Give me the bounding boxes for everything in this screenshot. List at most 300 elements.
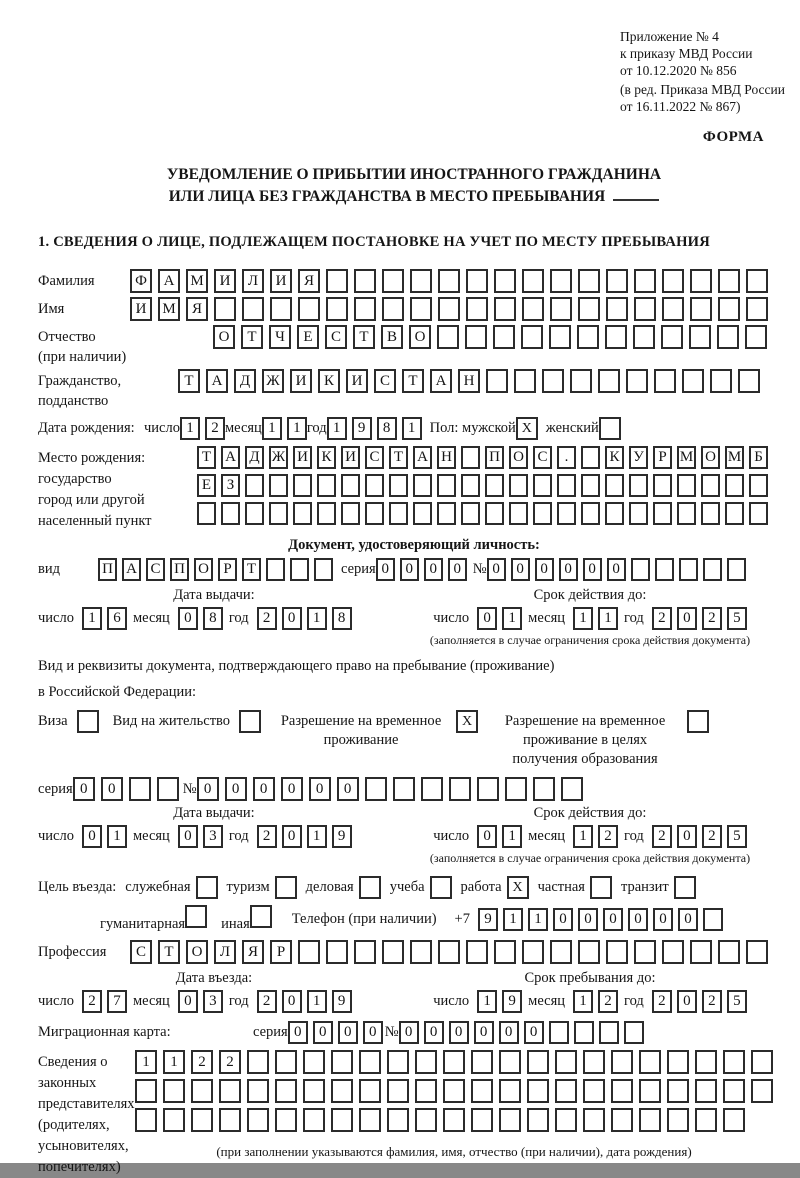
char-box[interactable]	[667, 1108, 689, 1132]
char-box[interactable]: 2	[257, 990, 277, 1013]
char-box[interactable]	[509, 502, 528, 525]
char-box[interactable]	[611, 1108, 633, 1132]
char-box[interactable]: 0	[363, 1021, 383, 1044]
char-box[interactable]: 0	[101, 777, 123, 801]
char-box[interactable]	[415, 1050, 437, 1074]
char-box[interactable]: 1	[528, 908, 548, 931]
char-box[interactable]	[359, 1079, 381, 1103]
char-box[interactable]	[606, 297, 628, 321]
purpose-humanitarian-checkbox[interactable]	[185, 905, 207, 928]
char-box[interactable]: И	[341, 446, 360, 469]
char-box[interactable]	[549, 1021, 569, 1044]
char-box[interactable]: 2	[82, 990, 102, 1013]
sex-male-checkbox[interactable]: X	[516, 417, 538, 440]
char-box[interactable]: У	[629, 446, 648, 469]
char-box[interactable]	[275, 1079, 297, 1103]
char-box[interactable]: 2	[257, 825, 277, 848]
char-box[interactable]: И	[130, 297, 152, 321]
char-box[interactable]	[682, 369, 704, 393]
char-box[interactable]: Б	[749, 446, 768, 469]
char-box[interactable]: Д	[234, 369, 256, 393]
char-box[interactable]	[331, 1050, 353, 1074]
purpose-business-checkbox[interactable]	[196, 876, 218, 899]
char-box[interactable]	[382, 269, 404, 293]
char-box[interactable]: Т	[158, 940, 180, 964]
char-box[interactable]: Н	[437, 446, 456, 469]
char-box[interactable]: 0	[487, 558, 506, 581]
char-box[interactable]: 1	[502, 825, 522, 848]
char-box[interactable]	[493, 325, 515, 349]
char-box[interactable]: И	[214, 269, 236, 293]
char-box[interactable]: К	[317, 446, 336, 469]
char-box[interactable]	[634, 269, 656, 293]
char-box[interactable]	[247, 1079, 269, 1103]
char-box[interactable]	[718, 269, 740, 293]
char-box[interactable]	[443, 1050, 465, 1074]
char-box[interactable]: М	[725, 446, 744, 469]
char-box[interactable]	[365, 474, 384, 497]
char-box[interactable]	[555, 1050, 577, 1074]
char-box[interactable]	[293, 474, 312, 497]
char-box[interactable]: 0	[309, 777, 331, 801]
char-box[interactable]	[611, 1050, 633, 1074]
char-box[interactable]: О	[186, 940, 208, 964]
char-box[interactable]	[303, 1079, 325, 1103]
char-box[interactable]: 0	[282, 990, 302, 1013]
char-box[interactable]: 0	[424, 1021, 444, 1044]
char-box[interactable]: Д	[245, 446, 264, 469]
char-box[interactable]	[578, 269, 600, 293]
char-box[interactable]	[661, 325, 683, 349]
char-box[interactable]	[354, 269, 376, 293]
char-box[interactable]	[749, 502, 768, 525]
char-box[interactable]	[415, 1108, 437, 1132]
char-box[interactable]	[527, 1108, 549, 1132]
char-box[interactable]: 0	[282, 825, 302, 848]
char-box[interactable]	[382, 297, 404, 321]
char-box[interactable]	[639, 1050, 661, 1074]
char-box[interactable]	[583, 1050, 605, 1074]
char-box[interactable]: Л	[242, 269, 264, 293]
char-box[interactable]	[599, 1021, 619, 1044]
char-box[interactable]	[561, 777, 583, 801]
char-box[interactable]	[629, 474, 648, 497]
char-box[interactable]: 0	[288, 1021, 308, 1044]
char-box[interactable]: 0	[197, 777, 219, 801]
char-box[interactable]	[331, 1108, 353, 1132]
char-box[interactable]	[505, 777, 527, 801]
char-box[interactable]	[421, 777, 443, 801]
char-box[interactable]: 2	[652, 990, 672, 1013]
char-box[interactable]: С	[533, 446, 552, 469]
char-box[interactable]	[269, 502, 288, 525]
char-box[interactable]	[275, 1108, 297, 1132]
char-box[interactable]	[654, 369, 676, 393]
char-box[interactable]: Ж	[262, 369, 284, 393]
char-box[interactable]	[605, 502, 624, 525]
purpose-other-checkbox[interactable]	[250, 905, 272, 928]
char-box[interactable]	[471, 1050, 493, 1074]
char-box[interactable]	[219, 1108, 241, 1132]
char-box[interactable]	[679, 558, 698, 581]
char-box[interactable]	[557, 474, 576, 497]
char-box[interactable]: .	[557, 446, 576, 469]
char-box[interactable]	[365, 502, 384, 525]
char-box[interactable]: 9	[352, 417, 372, 440]
char-box[interactable]: О	[409, 325, 431, 349]
char-box[interactable]	[461, 446, 480, 469]
char-box[interactable]: 8	[203, 607, 223, 630]
char-box[interactable]: Т	[178, 369, 200, 393]
char-box[interactable]: 0	[678, 908, 698, 931]
char-box[interactable]: Л	[214, 940, 236, 964]
char-box[interactable]	[471, 1079, 493, 1103]
char-box[interactable]: О	[701, 446, 720, 469]
char-box[interactable]	[485, 474, 504, 497]
char-box[interactable]: И	[290, 369, 312, 393]
char-box[interactable]: С	[325, 325, 347, 349]
char-box[interactable]: 0	[477, 607, 497, 630]
char-box[interactable]	[461, 474, 480, 497]
char-box[interactable]	[331, 1079, 353, 1103]
char-box[interactable]: О	[213, 325, 235, 349]
char-box[interactable]	[701, 502, 720, 525]
char-box[interactable]	[689, 325, 711, 349]
char-box[interactable]	[387, 1079, 409, 1103]
char-box[interactable]	[662, 269, 684, 293]
char-box[interactable]: 2	[702, 607, 722, 630]
char-box[interactable]	[382, 940, 404, 964]
char-box[interactable]	[550, 297, 572, 321]
char-box[interactable]	[725, 474, 744, 497]
char-box[interactable]	[717, 325, 739, 349]
char-box[interactable]: 9	[502, 990, 522, 1013]
char-box[interactable]	[578, 297, 600, 321]
purpose-private-checkbox[interactable]	[590, 876, 612, 899]
char-box[interactable]: 0	[253, 777, 275, 801]
char-box[interactable]	[574, 1021, 594, 1044]
char-box[interactable]	[634, 297, 656, 321]
char-box[interactable]	[437, 502, 456, 525]
char-box[interactable]	[695, 1050, 717, 1074]
char-box[interactable]	[438, 269, 460, 293]
char-box[interactable]	[157, 777, 179, 801]
char-box[interactable]	[247, 1108, 269, 1132]
char-box[interactable]	[413, 502, 432, 525]
char-box[interactable]: 1	[573, 607, 593, 630]
char-box[interactable]	[690, 297, 712, 321]
char-box[interactable]: 5	[727, 607, 747, 630]
char-box[interactable]	[326, 269, 348, 293]
char-box[interactable]: А	[122, 558, 141, 581]
char-box[interactable]: Т	[241, 325, 263, 349]
char-box[interactable]: Ч	[269, 325, 291, 349]
char-box[interactable]	[677, 474, 696, 497]
char-box[interactable]	[443, 1108, 465, 1132]
char-box[interactable]: Е	[297, 325, 319, 349]
char-box[interactable]	[570, 369, 592, 393]
char-box[interactable]	[550, 940, 572, 964]
char-box[interactable]	[624, 1021, 644, 1044]
char-box[interactable]	[242, 297, 264, 321]
char-box[interactable]	[581, 502, 600, 525]
char-box[interactable]	[389, 502, 408, 525]
char-box[interactable]	[653, 502, 672, 525]
char-box[interactable]: 0	[477, 825, 497, 848]
char-box[interactable]	[606, 940, 628, 964]
char-box[interactable]	[135, 1108, 157, 1132]
char-box[interactable]: Р	[270, 940, 292, 964]
char-box[interactable]: 0	[499, 1021, 519, 1044]
char-box[interactable]	[662, 940, 684, 964]
char-box[interactable]	[611, 1079, 633, 1103]
char-box[interactable]	[598, 369, 620, 393]
purpose-study-checkbox[interactable]	[430, 876, 452, 899]
char-box[interactable]	[662, 297, 684, 321]
char-box[interactable]	[634, 940, 656, 964]
char-box[interactable]	[466, 269, 488, 293]
char-box[interactable]	[703, 558, 722, 581]
char-box[interactable]: Т	[389, 446, 408, 469]
char-box[interactable]	[499, 1050, 521, 1074]
char-box[interactable]: 1	[135, 1050, 157, 1074]
char-box[interactable]: 0	[225, 777, 247, 801]
char-box[interactable]: 2	[205, 417, 225, 440]
char-box[interactable]: С	[374, 369, 396, 393]
char-box[interactable]: 0	[178, 825, 198, 848]
char-box[interactable]	[555, 1108, 577, 1132]
char-box[interactable]	[738, 369, 760, 393]
char-box[interactable]: 8	[332, 607, 352, 630]
char-box[interactable]	[718, 297, 740, 321]
char-box[interactable]	[583, 1079, 605, 1103]
char-box[interactable]: 1	[287, 417, 307, 440]
char-box[interactable]	[522, 269, 544, 293]
char-box[interactable]: Е	[197, 474, 216, 497]
char-box[interactable]	[410, 269, 432, 293]
char-box[interactable]	[245, 474, 264, 497]
char-box[interactable]	[387, 1108, 409, 1132]
sex-female-checkbox[interactable]	[599, 417, 621, 440]
char-box[interactable]	[221, 502, 240, 525]
char-box[interactable]: 1	[262, 417, 282, 440]
char-box[interactable]: И	[270, 269, 292, 293]
char-box[interactable]	[581, 446, 600, 469]
char-box[interactable]	[449, 777, 471, 801]
char-box[interactable]	[703, 908, 723, 931]
char-box[interactable]	[550, 269, 572, 293]
char-box[interactable]	[606, 269, 628, 293]
char-box[interactable]	[677, 502, 696, 525]
char-box[interactable]: 0	[400, 558, 419, 581]
char-box[interactable]	[437, 474, 456, 497]
char-box[interactable]	[247, 1050, 269, 1074]
char-box[interactable]	[129, 777, 151, 801]
char-box[interactable]	[631, 558, 650, 581]
char-box[interactable]: 0	[535, 558, 554, 581]
char-box[interactable]	[655, 558, 674, 581]
char-box[interactable]	[723, 1050, 745, 1074]
char-box[interactable]: Т	[402, 369, 424, 393]
char-box[interactable]	[275, 1050, 297, 1074]
char-box[interactable]: 9	[332, 825, 352, 848]
purpose-tourism-checkbox[interactable]	[275, 876, 297, 899]
char-box[interactable]	[527, 1079, 549, 1103]
char-box[interactable]	[410, 940, 432, 964]
char-box[interactable]	[723, 1079, 745, 1103]
char-box[interactable]	[605, 325, 627, 349]
char-box[interactable]	[542, 369, 564, 393]
char-box[interactable]: С	[146, 558, 165, 581]
char-box[interactable]	[214, 297, 236, 321]
char-box[interactable]: 0	[524, 1021, 544, 1044]
char-box[interactable]: 1	[503, 908, 523, 931]
char-box[interactable]	[359, 1050, 381, 1074]
char-box[interactable]	[494, 297, 516, 321]
char-box[interactable]: 1	[477, 990, 497, 1013]
char-box[interactable]: 0	[553, 908, 573, 931]
char-box[interactable]: 0	[424, 558, 443, 581]
char-box[interactable]: 0	[376, 558, 395, 581]
char-box[interactable]	[293, 502, 312, 525]
char-box[interactable]	[639, 1108, 661, 1132]
char-box[interactable]: 2	[598, 990, 618, 1013]
char-box[interactable]: О	[509, 446, 528, 469]
char-box[interactable]: 2	[191, 1050, 213, 1074]
char-box[interactable]	[486, 369, 508, 393]
char-box[interactable]: А	[158, 269, 180, 293]
char-box[interactable]	[437, 325, 459, 349]
char-box[interactable]: 1	[598, 607, 618, 630]
char-box[interactable]	[387, 1050, 409, 1074]
char-box[interactable]	[219, 1079, 241, 1103]
char-box[interactable]	[326, 940, 348, 964]
char-box[interactable]: В	[381, 325, 403, 349]
char-box[interactable]	[341, 502, 360, 525]
char-box[interactable]	[626, 369, 648, 393]
char-box[interactable]: 0	[313, 1021, 333, 1044]
char-box[interactable]: 1	[573, 990, 593, 1013]
char-box[interactable]: А	[221, 446, 240, 469]
char-box[interactable]	[494, 269, 516, 293]
char-box[interactable]	[629, 502, 648, 525]
char-box[interactable]	[438, 940, 460, 964]
char-box[interactable]: 0	[607, 558, 626, 581]
char-box[interactable]	[317, 474, 336, 497]
char-box[interactable]: Я	[298, 269, 320, 293]
char-box[interactable]: 1	[307, 825, 327, 848]
char-box[interactable]: И	[293, 446, 312, 469]
char-box[interactable]	[354, 297, 376, 321]
char-box[interactable]	[723, 1108, 745, 1132]
char-box[interactable]: 0	[603, 908, 623, 931]
char-box[interactable]	[314, 558, 333, 581]
char-box[interactable]	[197, 502, 216, 525]
char-box[interactable]	[533, 502, 552, 525]
visa-checkbox[interactable]	[77, 710, 99, 733]
char-box[interactable]	[163, 1108, 185, 1132]
char-box[interactable]	[555, 1079, 577, 1103]
purpose-commercial-checkbox[interactable]	[359, 876, 381, 899]
char-box[interactable]	[466, 940, 488, 964]
char-box[interactable]	[583, 1108, 605, 1132]
char-box[interactable]: 2	[598, 825, 618, 848]
char-box[interactable]: 6	[107, 607, 127, 630]
char-box[interactable]	[303, 1108, 325, 1132]
char-box[interactable]: 1	[107, 825, 127, 848]
char-box[interactable]	[465, 325, 487, 349]
char-box[interactable]: 9	[332, 990, 352, 1013]
char-box[interactable]: 2	[219, 1050, 241, 1074]
char-box[interactable]: 1	[82, 607, 102, 630]
char-box[interactable]	[303, 1050, 325, 1074]
char-box[interactable]	[749, 474, 768, 497]
char-box[interactable]: А	[430, 369, 452, 393]
char-box[interactable]: Т	[353, 325, 375, 349]
char-box[interactable]	[533, 777, 555, 801]
char-box[interactable]	[527, 1050, 549, 1074]
char-box[interactable]	[354, 940, 376, 964]
char-box[interactable]	[365, 777, 387, 801]
char-box[interactable]: 2	[257, 607, 277, 630]
char-box[interactable]	[191, 1108, 213, 1132]
char-box[interactable]	[415, 1079, 437, 1103]
char-box[interactable]: И	[346, 369, 368, 393]
char-box[interactable]: 5	[727, 990, 747, 1013]
char-box[interactable]: С	[365, 446, 384, 469]
char-box[interactable]: 0	[399, 1021, 419, 1044]
char-box[interactable]	[710, 369, 732, 393]
char-box[interactable]	[499, 1108, 521, 1132]
char-box[interactable]	[269, 474, 288, 497]
char-box[interactable]: П	[98, 558, 117, 581]
char-box[interactable]: М	[158, 297, 180, 321]
char-box[interactable]	[557, 502, 576, 525]
char-box[interactable]	[410, 297, 432, 321]
char-box[interactable]: 1	[180, 417, 200, 440]
char-box[interactable]: 2	[702, 825, 722, 848]
temp-residence-education-checkbox[interactable]	[687, 710, 709, 733]
char-box[interactable]	[521, 325, 543, 349]
char-box[interactable]: 0	[677, 825, 697, 848]
char-box[interactable]	[163, 1079, 185, 1103]
char-box[interactable]: Р	[653, 446, 672, 469]
char-box[interactable]: 0	[178, 990, 198, 1013]
char-box[interactable]: 1	[307, 990, 327, 1013]
char-box[interactable]: 1	[307, 607, 327, 630]
char-box[interactable]: О	[194, 558, 213, 581]
char-box[interactable]	[690, 940, 712, 964]
char-box[interactable]: М	[677, 446, 696, 469]
char-box[interactable]: Р	[218, 558, 237, 581]
char-box[interactable]: З	[221, 474, 240, 497]
char-box[interactable]	[477, 777, 499, 801]
char-box[interactable]: 0	[449, 1021, 469, 1044]
char-box[interactable]: 1	[163, 1050, 185, 1074]
char-box[interactable]	[326, 297, 348, 321]
char-box[interactable]: 2	[702, 990, 722, 1013]
char-box[interactable]	[745, 325, 767, 349]
char-box[interactable]	[509, 474, 528, 497]
char-box[interactable]: 3	[203, 825, 223, 848]
char-box[interactable]: П	[485, 446, 504, 469]
char-box[interactable]: Н	[458, 369, 480, 393]
char-box[interactable]: 0	[282, 607, 302, 630]
char-box[interactable]	[393, 777, 415, 801]
char-box[interactable]	[577, 325, 599, 349]
char-box[interactable]: 0	[281, 777, 303, 801]
char-box[interactable]: 0	[628, 908, 648, 931]
